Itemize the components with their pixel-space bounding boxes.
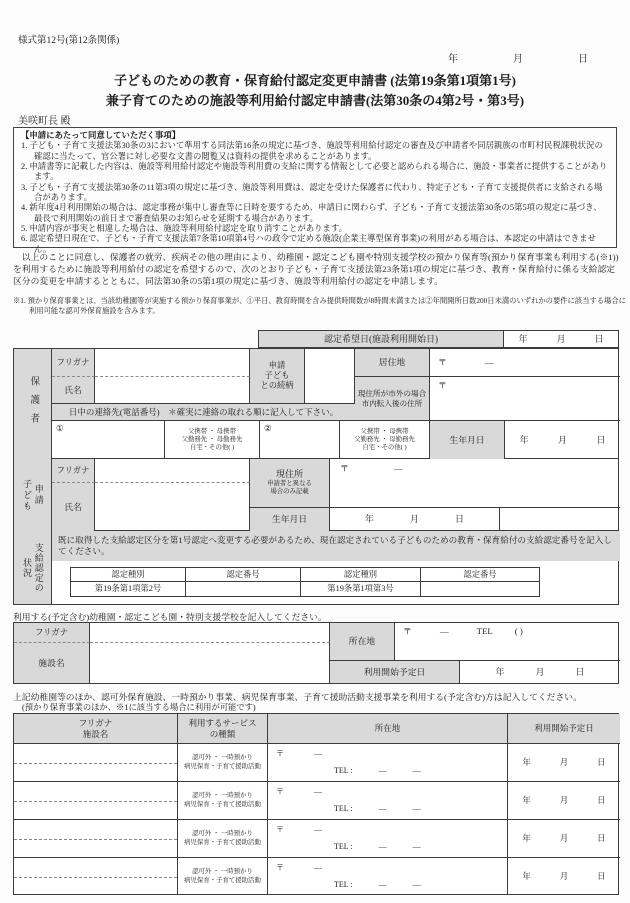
- postal-mark: 〒: [276, 863, 284, 873]
- relation-line2: 子ども: [264, 371, 290, 381]
- os-header-location: 所在地: [268, 714, 508, 744]
- day-label: 日: [597, 757, 606, 768]
- tel-dash2: —: [412, 804, 421, 813]
- service-option-line1: 認可外 ・ 一時預かり: [192, 754, 253, 762]
- guardian-section-label: 保護者: [14, 349, 52, 459]
- guardian-contact2-field[interactable]: [260, 421, 340, 459]
- tel-dash1: —: [378, 766, 387, 775]
- date-month-label: 月: [513, 54, 523, 65]
- month-label: 月: [559, 871, 569, 882]
- os-row4-location-field[interactable]: [268, 858, 508, 895]
- service-option-line2: 病児保育・子育て援助活動: [184, 762, 261, 770]
- os-row3-facility-field[interactable]: [14, 820, 178, 858]
- kg-location-field[interactable]: [395, 623, 620, 661]
- guardian-contact2-options[interactable]: [340, 421, 430, 459]
- os-row3-service-options[interactable]: [178, 820, 268, 858]
- contact-option-line1: 父携帯 ・ 母携帯: [188, 427, 236, 435]
- consent-item-5: 5. 申請内容が事実と相違した場合は、施設等利用給付認定を取り消すことがあります。: [21, 223, 347, 233]
- kindergarten-table: [13, 622, 619, 684]
- cert-date-value[interactable]: [504, 331, 618, 347]
- year-label: 年: [522, 833, 531, 844]
- postal-mark: 〒: [340, 463, 349, 473]
- cert-number-header-2: 認定番号: [421, 568, 539, 582]
- postal-dash: —: [439, 626, 449, 636]
- certification-number-table: [70, 567, 540, 597]
- consent-item-2: 2. 申請書等に記載した内容は、施設等利用給付認定や施設等利用費の支給に関する情報として必要と認められる場合に、施設・事業者に提供することがあります。: [21, 161, 608, 182]
- os-row4-service-options[interactable]: [178, 858, 268, 895]
- os-row1-service-options[interactable]: [178, 744, 268, 782]
- year-label: 年: [522, 871, 531, 882]
- contact-option-line2: 父勤務先 ・ 母勤務先: [354, 435, 415, 443]
- child-name-field[interactable]: [95, 483, 250, 531]
- kg-furigana-label: フリガナ: [14, 623, 90, 643]
- other-services-instruction-2: (預かり保育事業のほか、※1に該当する場合に利用が可能です): [22, 703, 256, 712]
- month-label: 月: [557, 434, 567, 445]
- kg-start-date-field[interactable]: [460, 661, 620, 683]
- kg-start-date-label: 利用開始予定日: [330, 661, 460, 683]
- contact-option-line2: 父勤務先 ・ 母勤務先: [181, 435, 243, 443]
- child-address-field[interactable]: [330, 459, 620, 508]
- cert-type-header-1: 認定種別: [71, 568, 186, 582]
- guardian-birthdate-field[interactable]: [505, 421, 620, 459]
- declaration-paragraph: 以上のことに同意し、保護者の就労、疾病その他の理由により、幼稚園・認定こども園や特別支援学校の預かり保育等(預かり保育事業も利用する(※1))を利用するために施設等利用給付の認定を希望するので、次のとおり子ども・子育て支援法第23条第1項の規定に基づき、教育・保育給付に係る支給認定区分の変更を申請するとともに、同法第30条の5第1項の規定に基づき、施設等利用給付の認定を申請します。: [13, 252, 619, 286]
- cert-type-value-2: 第19条第1項第3号: [301, 582, 421, 596]
- year-label: 年: [522, 757, 531, 768]
- circle2-mark: ②: [264, 423, 272, 433]
- year-label: 年: [522, 795, 531, 806]
- consent-item-4: 4. 新年度4月利用開始の場合は、認定事務が集中し審査等に日時を要するため、申請日に関わらず、子ども・子育て支援法第30条の5第5項の規定に基づき、最長で利用開始の前日まで審査結果のお知らせを延期する場合があります。: [21, 203, 602, 223]
- guardian-section: [14, 349, 618, 459]
- os-header-service-line2: の種類: [209, 728, 236, 739]
- os-row2-facility-field[interactable]: [14, 782, 178, 820]
- os-row2-service-options[interactable]: [178, 782, 268, 820]
- circle1-mark: ①: [56, 423, 64, 433]
- child-address-title: 現住所: [275, 469, 303, 480]
- postal-mark: 〒: [276, 749, 284, 759]
- child-label-kodomo: 子ども: [22, 478, 32, 512]
- os-header-furigana: フリガナ: [78, 718, 113, 729]
- form-number: 様式第12号(第12条関係): [18, 36, 120, 46]
- consent-item-6: 6. 認定希望日現在で、子ども・子育て支援法第7条第10項第4号ハの政令で定める施設(企業主導型保育事業)の利用がある場合は、本認定の申請はできません。: [21, 234, 596, 254]
- os-header-service-line1: 利用するサービス: [188, 718, 257, 729]
- os-header-facility: 施設名: [82, 728, 109, 739]
- guardian-contact-header: 日中の連絡先(電話番号) ＊確実に連絡の取れる順に記入して下さい。: [52, 404, 355, 421]
- postal-dash: —: [314, 787, 322, 797]
- kg-facility-name-field[interactable]: [90, 643, 330, 683]
- postal-dash: —: [314, 749, 322, 759]
- guardian-relation-field[interactable]: [305, 349, 355, 404]
- postal-mark: 〒: [438, 357, 447, 368]
- address-note-line2: 市内転入後の住所: [361, 398, 423, 408]
- tel-label: TEL :: [334, 766, 353, 775]
- guardian-name-label: 氏名: [52, 377, 95, 404]
- cert-label-jokyo: 状況: [22, 557, 32, 578]
- year-label: 年: [518, 333, 528, 344]
- tel-dash2: —: [412, 842, 421, 851]
- guardian-furigana-label: フリガナ: [52, 349, 95, 377]
- other-services-instruction-1: 上記幼稚園等のほか、認可外保育施設、一時預かり事業、病児保育事業、子育て援助活動支援事業を利用する(予定含む)方は記入してください。: [13, 692, 582, 702]
- postal-mark: 〒: [438, 380, 447, 390]
- contact-option-line3: 自宅・その他( ): [362, 444, 407, 452]
- day-label: 日: [597, 795, 606, 806]
- month-label: 月: [559, 795, 569, 806]
- tel-dash2: —: [412, 766, 421, 775]
- os-row3-location-field[interactable]: [268, 820, 508, 858]
- child-birthdate-label: 生年月日: [250, 508, 330, 531]
- certification-section: [14, 531, 618, 604]
- child-furigana-label: フリガナ: [52, 459, 95, 483]
- guardian-current-address-field[interactable]: [430, 377, 620, 421]
- os-row4-facility-field[interactable]: [14, 858, 178, 895]
- os-row2-start-date-field[interactable]: [508, 782, 620, 820]
- year-label: 年: [519, 434, 529, 445]
- guardian-current-address-label: [355, 377, 430, 421]
- child-name-label: 氏名: [52, 483, 95, 531]
- service-option-line1: 認可外 ・ 一時預かり: [192, 792, 253, 800]
- child-address-label: [250, 459, 330, 508]
- consent-heading: 【申請にあたって同意していただく事項】: [21, 131, 181, 140]
- certification-section-label: [14, 531, 52, 604]
- main-table: [13, 348, 619, 605]
- guardian-relation-label: [250, 349, 305, 404]
- child-section: [14, 459, 618, 531]
- tel-paren: ( ): [514, 626, 523, 636]
- contact-option-line1: 父携帯 ・ 母携帯: [360, 427, 409, 435]
- guardian-name-field[interactable]: [95, 377, 250, 404]
- certification-instruction: 既に取得した支給認定区分を第1号認定へ変更する必要があるため、現在認定されている子どものための教育・保育給付の支給認定番号を記入してください。: [52, 531, 620, 561]
- postal-dash: —: [314, 825, 322, 835]
- month-label: 月: [559, 833, 569, 844]
- cert-number-header-1: 認定番号: [186, 568, 301, 582]
- kg-furigana-field[interactable]: [90, 623, 330, 643]
- service-option-line2: 病児保育・子育て援助活動: [184, 838, 261, 846]
- guardian-furigana-field[interactable]: [95, 349, 250, 377]
- kg-facility-name-label: 施設名: [14, 643, 90, 683]
- service-option-line2: 病児保育・子育て援助活動: [184, 800, 261, 808]
- month-label: 月: [409, 514, 419, 525]
- guardian-residence-field[interactable]: [430, 349, 620, 377]
- postal-dash: —: [314, 863, 322, 873]
- service-option-line1: 認可外 ・ 一時預かり: [192, 868, 253, 876]
- relation-line3: との続柄: [260, 380, 294, 390]
- contact-option-line3: 自宅・その他( ): [189, 444, 235, 452]
- child-label-shinsei: 申請: [33, 484, 44, 506]
- child-birthdate-spare-cell: [500, 508, 620, 531]
- os-header-start-date: 利用開始予定日: [508, 714, 620, 744]
- kindergarten-instruction: 利用する(予定含む)幼稚園・認定こども園・特別支援学校を記入してください。: [13, 612, 327, 622]
- form-title-line2: 兼子育てのための施設等利用給付認定申請書(法第30条の4第2号・第3号): [105, 93, 525, 108]
- address-note-line1: 現住所が市外の場合: [357, 389, 427, 399]
- year-label: 年: [495, 666, 505, 677]
- guardian-residence-label: 居住地: [355, 349, 430, 377]
- os-row2-location-field[interactable]: [268, 782, 508, 820]
- day-label: 日: [596, 434, 606, 445]
- guardian-contact1-field[interactable]: [52, 421, 165, 459]
- day-label: 日: [597, 833, 606, 844]
- guardian-birthdate-label: 生年月日: [430, 421, 505, 459]
- relation-line1: 申請: [268, 361, 286, 371]
- child-birthdate-field[interactable]: [330, 508, 500, 531]
- child-section-label: [14, 459, 52, 531]
- child-address-note2: 場合のみ記載: [270, 488, 309, 496]
- year-label: 年: [364, 514, 374, 525]
- cert-number-field-2[interactable]: [421, 582, 539, 596]
- tel-label: TEL :: [334, 804, 353, 813]
- guardian-contact1-options[interactable]: [165, 421, 260, 459]
- postal-dash: —: [393, 463, 403, 473]
- cert-date-row: [258, 330, 619, 348]
- cert-label-shikyu: 支給認定の: [33, 542, 44, 593]
- service-option-line1: 認可外 ・ 一時預かり: [192, 830, 253, 838]
- consent-box: [13, 127, 617, 254]
- form-title-line1: 子どものための教育・保育給付認定変更申請書 (法第19条第1項第1号): [114, 73, 516, 88]
- tel-label: TEL :: [334, 842, 353, 851]
- os-header-name: [14, 714, 178, 744]
- os-row1-location-field[interactable]: [268, 744, 508, 782]
- postal-mark: 〒: [276, 825, 284, 835]
- os-row1-facility-field[interactable]: [14, 744, 178, 782]
- child-furigana-field[interactable]: [95, 459, 250, 483]
- child-address-note1: 申請者と異なる: [267, 480, 312, 488]
- cert-type-header-2: 認定種別: [301, 568, 421, 582]
- cert-number-field-1[interactable]: [186, 582, 301, 596]
- date-day-label: 日: [578, 54, 588, 65]
- day-label: 日: [455, 514, 465, 525]
- note-1: ※1. 預かり保育事業とは、当該幼稚園等が実施する預かり保育事業が、①平日、教育時間を含み提供時間数が8時間未満または②年間開所日数200日未満のいずれかの要件に該当する場合に利用可能な認可外保育施設を含みます。: [13, 296, 626, 316]
- application-date-line: [448, 50, 588, 65]
- day-label: 日: [597, 871, 606, 882]
- tel-dash1: —: [378, 880, 387, 889]
- os-row1-start-date-field[interactable]: [508, 744, 620, 782]
- date-year-label: 年: [448, 54, 458, 65]
- service-option-line2: 病児保育・子育て援助活動: [184, 876, 261, 884]
- day-label: 日: [594, 333, 604, 344]
- postal-dash: —: [484, 357, 494, 368]
- tel-dash1: —: [378, 804, 387, 813]
- month-label: 月: [535, 666, 545, 677]
- month-label: 月: [556, 333, 566, 344]
- os-row4-start-date-field[interactable]: [508, 858, 620, 895]
- cert-date-label: 認定希望日(施設利用開始日): [259, 331, 504, 347]
- tel-label: TEL :: [334, 880, 353, 889]
- kg-location-label: 所在地: [330, 623, 395, 661]
- os-row3-start-date-field[interactable]: [508, 820, 620, 858]
- postal-mark: 〒: [276, 787, 284, 797]
- os-header-service: [178, 714, 268, 744]
- tel-dash1: —: [378, 842, 387, 851]
- consent-item-1: 1. 子ども・子育て支援法第30条の3において準用する同法第16条の規定に基づき、施設等利用給付認定の審査及び申請者や同居親族の市町村民税課税状況の確認に当たって、官公署に対し必要な文書の閲覧又は資料の提供を求めることがあります。: [21, 141, 603, 161]
- consent-item-3: 3. 子ども・子育て支援法第30条の11第3項の規定に基づき、施設等利用費は、認定を受けた保護者に代わり、特定子ども・子育て支援提供者に支給される場合があります。: [21, 182, 603, 202]
- other-services-table: [13, 713, 619, 895]
- day-label: 日: [575, 666, 585, 677]
- addressee: 美咲町長 殿: [18, 116, 71, 127]
- month-label: 月: [559, 757, 569, 768]
- tel-dash2: —: [412, 880, 421, 889]
- postal-mark: 〒: [403, 626, 412, 636]
- cert-type-value-1: 第19条第1項第2号: [71, 582, 186, 596]
- tel-label: TEL: [476, 626, 493, 636]
